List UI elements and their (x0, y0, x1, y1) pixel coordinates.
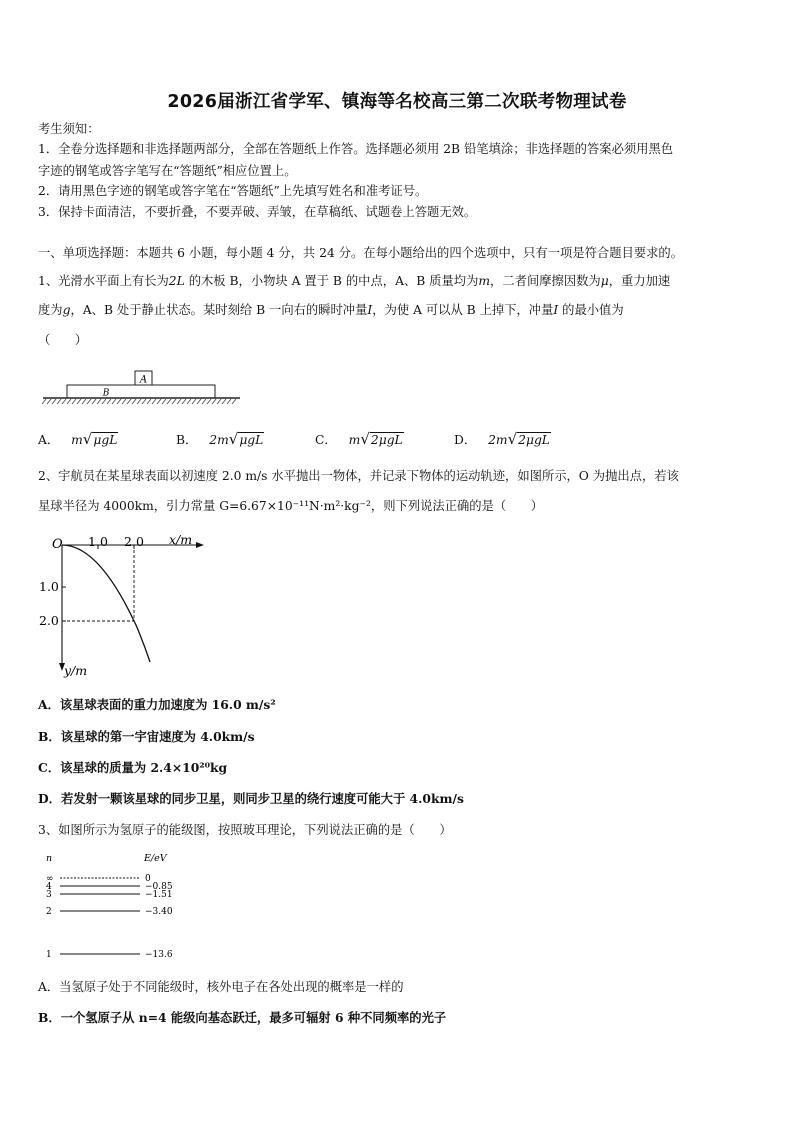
energy-levels (46, 874, 173, 960)
x-axis-label: x/m (169, 532, 193, 547)
y-tick-2: 2.0 (39, 613, 59, 628)
hatch-stroke (127, 399, 131, 404)
y-tick-1: 1.0 (39, 579, 59, 594)
hatch-stroke (227, 399, 231, 404)
hatch-stroke (197, 399, 201, 404)
hatch-stroke (142, 399, 146, 404)
level-n-label: 4 (46, 882, 52, 892)
hatch-stroke (217, 399, 221, 404)
q1-option-d-expr: 2m√2μgL (488, 430, 550, 448)
q1-option-b-expr: 2m√μgL (209, 430, 264, 448)
q2-option-d: D．若发射一颗该星球的同步卫星，则同步卫星的绕行速度可能大于 4.0km/s (38, 791, 464, 806)
board-b-label: B (102, 388, 110, 399)
level-energy-label: −13.6 (145, 950, 173, 960)
q2-option-b: B．该星球的第一宇宙速度为 4.0km/s (38, 729, 255, 744)
hatch-stroke (72, 399, 76, 404)
hatch-stroke (137, 399, 141, 404)
hatch-stroke (62, 399, 66, 404)
hatch-stroke (162, 399, 166, 404)
hatch-stroke (147, 399, 151, 404)
hatch-stroke (177, 399, 181, 404)
hatch-stroke (132, 399, 136, 404)
level-n-label: 3 (46, 890, 52, 900)
hatch-stroke (152, 399, 156, 404)
level-energy-label: 0 (145, 874, 151, 884)
q1-option-a-expr: m√μgL (71, 430, 118, 448)
hatch-stroke (207, 399, 211, 404)
q1-line-1: 1、光滑水平面上有长为2L 的木板 B，小物块 A 置于 B 的中点，A、B 质量均为m，二者间摩擦因数为μ，重力加速 (38, 274, 671, 288)
hatch-stroke (232, 399, 236, 404)
hatch-stroke (182, 399, 186, 404)
hatch-stroke (67, 399, 71, 404)
q1-blank: （ ） (38, 333, 88, 347)
notice-item-1-cont: 字迹的钢笔或答字笔写在“答题纸”相应位置上。 (38, 164, 297, 178)
section-heading: 一、单项选择题：本题共 6 小题，每小题 4 分，共 24 分。在每小题给出的四个选项中，只有一项是符合题目要求的。 (38, 246, 683, 260)
ground-hatching (42, 399, 236, 404)
level-energy-label: −0.85 (145, 882, 173, 892)
block-a-label: A (139, 374, 148, 386)
x-tick-1: 1.0 (88, 534, 108, 549)
notice-item-3: 3．保持卡面清洁，不要折叠，不要弄破、弄皱，在草稿纸、试题卷上答题无效。 (38, 205, 477, 219)
hatch-stroke (102, 399, 106, 404)
hatch-stroke (202, 399, 206, 404)
y-axis-label: y/m (64, 663, 88, 678)
hatch-stroke (117, 399, 121, 404)
exam-title: 2026届浙江省学军、镇海等名校高三第二次联考物理试卷 (167, 92, 627, 112)
hatch-stroke (172, 399, 176, 404)
x-tick-2: 2.0 (124, 534, 144, 549)
level-energy-label: −3.40 (145, 907, 173, 917)
level-n-label: 2 (46, 907, 52, 917)
hatch-stroke (57, 399, 61, 404)
q3-energy-level-diagram (40, 848, 210, 963)
hatch-stroke (157, 399, 161, 404)
notice-item-2: 2．请用黑色字迹的钢笔或答字笔在“答题纸”上先填写姓名和准考证号。 (38, 184, 428, 198)
level-n-label: 1 (46, 950, 52, 960)
q2-line-2: 星球半径为 4000km，引力常量 G=6.67×10⁻¹¹N·m²·kg⁻²，则下列说法正确的是（ ） (38, 499, 544, 513)
trajectory-curve (62, 545, 150, 662)
hatch-stroke (42, 399, 46, 404)
hatch-stroke (97, 399, 101, 404)
q3-line-1: 3、如图所示为氢原子的能级图，按照玻耳理论，下列说法正确的是（ ） (38, 823, 452, 837)
q1-line-2: 度为g，A、B 处于静止状态。某时刻给 B 一向右的瞬时冲量I，为使 A 可以从 B 上掉下，冲量I 的最小值为 (38, 303, 624, 317)
notice-heading: 考生须知： (38, 122, 100, 136)
x-axis-arrow (196, 542, 204, 548)
q2-option-c: C．该星球的质量为 2.4×10²⁰kg (38, 760, 228, 775)
origin-label: O (52, 537, 63, 552)
hatch-stroke (212, 399, 216, 404)
notice-item-1: 1．全卷分选择题和非选择题两部分，全部在答题纸上作答。选择题必须用 2B 铅笔填涂；非选择题的答案必须用黑色 (38, 142, 674, 156)
hatch-stroke (192, 399, 196, 404)
hatch-stroke (77, 399, 81, 404)
hatch-stroke (82, 399, 86, 404)
q1-figure (40, 365, 245, 410)
q2-line-1: 2、宇航员在某星球表面以初速度 2.0 m/s 水平抛出一物体，并记录下物体的运动轨迹，如图所示，O 为抛出点，若该 (38, 469, 679, 483)
hatch-stroke (122, 399, 126, 404)
hatch-stroke (167, 399, 171, 404)
q1-option-c-expr: m√2μgL (348, 430, 403, 448)
hatch-stroke (47, 399, 51, 404)
level-n-label: ∞ (46, 874, 54, 884)
q2-trajectory-graph (36, 530, 216, 680)
hatch-stroke (92, 399, 96, 404)
q1-option-c: C． m√2μgL (315, 430, 403, 448)
q3-option-b: B．一个氢原子从 n=4 能级向基态跃迁，最多可辐射 6 种不同频率的光子 (38, 1010, 447, 1025)
hatch-stroke (222, 399, 226, 404)
q2-option-a: A．该星球表面的重力加速度为 16.0 m/s² (38, 697, 276, 712)
hatch-stroke (87, 399, 91, 404)
hatch-stroke (107, 399, 111, 404)
hatch-stroke (187, 399, 191, 404)
q1-option-d: D． 2m√2μgL (454, 430, 550, 448)
board-b (67, 385, 215, 398)
level-energy-label: −1.51 (145, 890, 173, 900)
q3-option-a: A．当氢原子处于不同能级时，核外电子在各处出现的概率是一样的 (38, 980, 404, 994)
hatch-stroke (112, 399, 116, 404)
q1-option-b: B． 2m√μgL (176, 430, 264, 448)
e-header: E/eV (144, 853, 167, 864)
hatch-stroke (52, 399, 56, 404)
n-header: n (46, 853, 53, 864)
q1-option-a: A． m√μgL (38, 430, 118, 448)
